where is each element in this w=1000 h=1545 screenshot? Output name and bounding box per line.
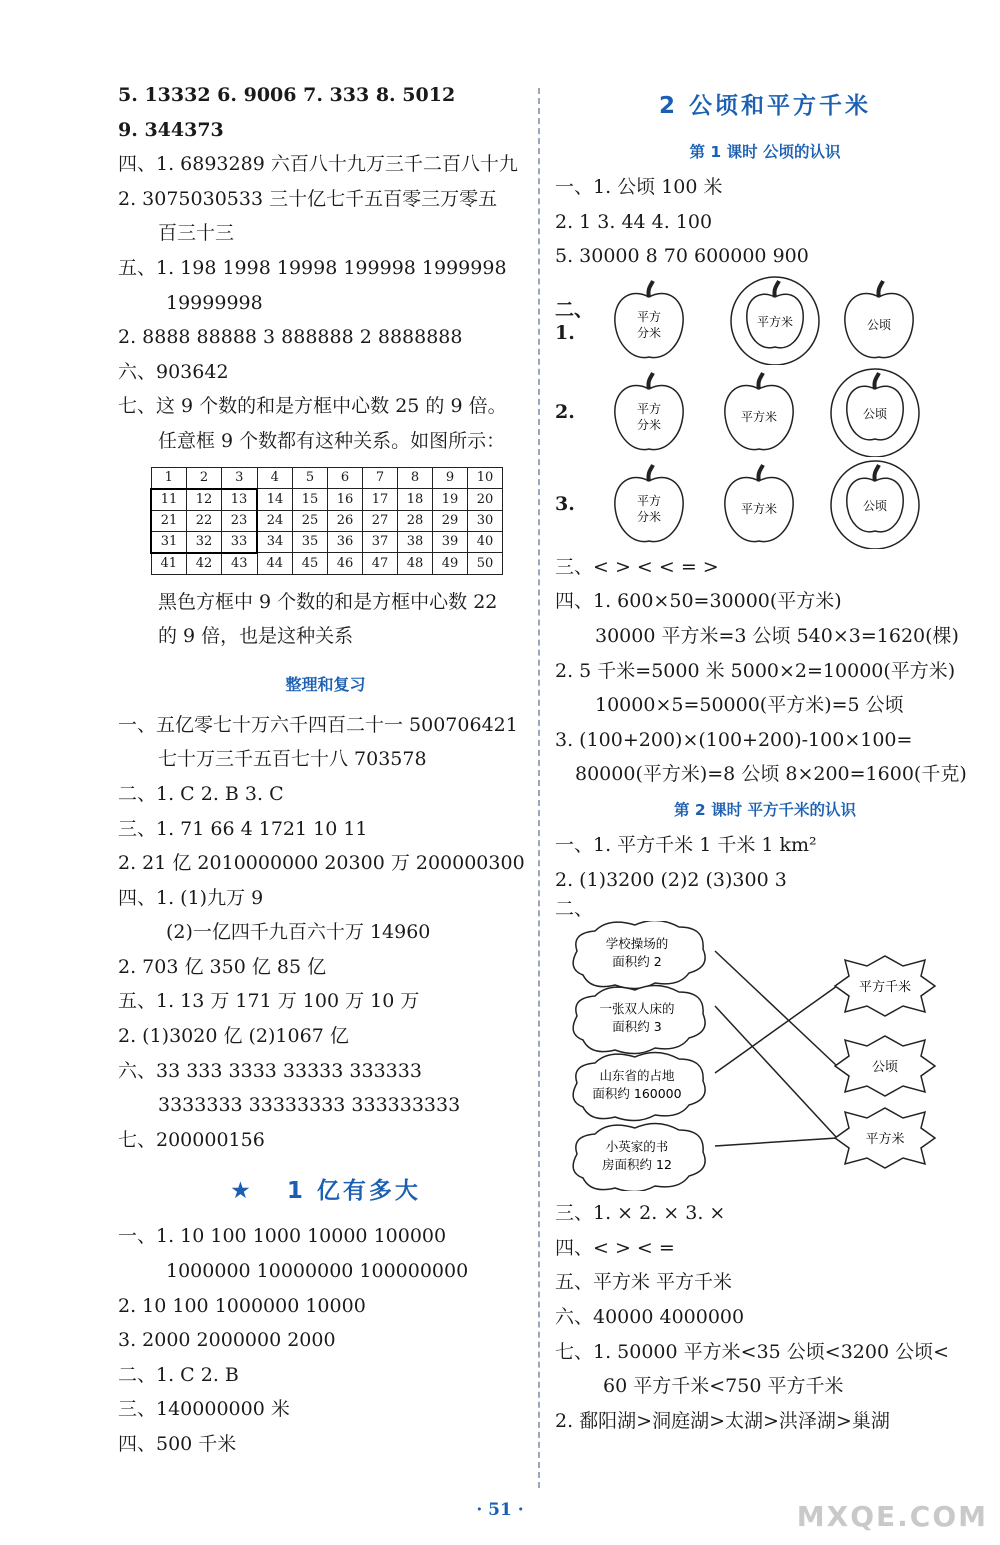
grid-cell: 2: [187, 467, 222, 489]
grid-cell: 40: [468, 531, 503, 553]
grid-cell: 50: [468, 553, 503, 575]
grid-cell: 33: [222, 531, 258, 553]
answer-line: 10000×5=50000(平方米)=5 公顷: [595, 694, 904, 717]
apple-group: [601, 367, 961, 457]
grid-cell: 28: [398, 510, 433, 531]
answer-line: 2. 5 千米=5000 米 5000×2=10000(平方米): [555, 659, 956, 682]
apple-group: [601, 275, 961, 365]
answer-line: 三、1. × 2. × 3. ×: [555, 1202, 726, 1225]
answer-line: 三、140000000 米: [118, 1398, 290, 1421]
answer-line: 六、40000 4000000: [555, 1305, 745, 1328]
grid-cell: 43: [222, 553, 258, 575]
answer-line: 五、平方米 平方千米: [555, 1271, 733, 1294]
match-line: [715, 1138, 837, 1146]
apple-icon-circled: [831, 461, 919, 549]
cloud-text: 房面积约 12: [602, 1157, 672, 1173]
apple-text: 平方米: [740, 409, 778, 424]
answer-line: 2. 10 100 1000000 10000: [118, 1294, 366, 1317]
grid-cell: 16: [328, 489, 363, 511]
answer-line: 五、1. 13 万 171 万 100 万 10 万: [118, 990, 420, 1013]
grid-cell: 22: [187, 510, 222, 531]
answer-line: 一、1. 公顷 100 米: [555, 176, 723, 198]
grid-cell: 25: [293, 510, 328, 531]
apple-row: [555, 366, 975, 458]
answer-line: 一、五亿零七十万六千四百二十一 500706421: [118, 713, 518, 736]
apple-icon: [615, 373, 683, 450]
grid-cell: 18: [398, 489, 433, 511]
apple-row-label: 3.: [555, 492, 575, 515]
grid-cell: 11: [151, 489, 187, 511]
answer-line: 四、1. 600×50=30000(平方米): [555, 590, 842, 613]
answer-line: 七、200000156: [118, 1128, 265, 1151]
lesson1-title: 第 1 课时 公顷的认识: [689, 143, 841, 161]
apple-text: 平方: [636, 493, 662, 508]
grid-cell: 20: [468, 489, 503, 511]
apple-text: 公顷: [862, 406, 888, 421]
answer-line: 四、1. (1)九万 9: [118, 886, 264, 909]
grid-cell: 3: [222, 467, 258, 489]
answer-line: 七、这 9 个数的和是方框中心数 25 的 9 倍。: [118, 395, 507, 418]
answer-line: 六、903642: [118, 360, 229, 383]
review-section-title: 整理和复习: [285, 674, 366, 694]
right-column: [555, 78, 975, 1438]
answer-line: 六、33 333 3333 33333 333333: [118, 1059, 422, 1082]
grid-cell: 12: [187, 489, 222, 511]
answer-line: 的 9 倍，也是这种关系: [158, 625, 354, 648]
answer-line: 2. 鄱阳湖>洞庭湖>太湖>洪泽湖>巢湖: [555, 1409, 890, 1432]
grid-cell: 23: [222, 510, 258, 531]
apple-text: 公顷: [866, 317, 892, 332]
apple-icon: [845, 281, 913, 358]
answer-line: 9. 344373: [118, 118, 224, 141]
answer-line: 2. 8888 88888 3 888888 2 8888888: [118, 326, 463, 349]
grid-cell: 29: [433, 510, 468, 531]
column-divider: [538, 88, 540, 1488]
grid-cell: 44: [257, 553, 293, 575]
grid-cell: 46: [328, 553, 363, 575]
cloud-text: 小英家的书: [605, 1139, 669, 1155]
apple-text: 平方: [636, 309, 662, 324]
grid-cell: 14: [257, 489, 293, 511]
grid-cell: 5: [293, 467, 328, 489]
answer-line: 3. 2000 2000000 2000: [118, 1329, 336, 1352]
grid-cell: 32: [187, 531, 222, 553]
star-shape: [835, 1108, 935, 1168]
star-text: 公顷: [871, 1060, 899, 1076]
apple-icon: [615, 281, 683, 358]
page-number: · 51 ·: [476, 1500, 524, 1520]
apple-row: [555, 274, 975, 366]
grid-cell: 4: [257, 467, 293, 489]
lesson2-title: 第 2 课时 平方千米的认识: [674, 800, 856, 819]
answer-line: 3. (100+200)×(100+200)-100×100=: [555, 728, 913, 751]
answer-line: 七、1. 50000 平方米<35 公顷<3200 公顷<: [555, 1340, 950, 1363]
grid-cell: 34: [257, 531, 293, 553]
answer-line: 80000(平方米)=8 公顷 8×200=1600(千克): [575, 763, 967, 786]
grid-cell: 31: [151, 531, 187, 553]
apple-text: 平方米: [756, 314, 794, 329]
answer-line: 19999998: [166, 291, 263, 314]
matching-diagram: [555, 921, 975, 1191]
cloud-text: 山东省的占地: [599, 1068, 675, 1084]
grid-cell: 10: [468, 467, 503, 489]
grid-cell: 27: [363, 510, 398, 531]
grid-cell: 21: [151, 510, 187, 531]
apple-icon: [615, 465, 683, 542]
grid-cell: 37: [363, 531, 398, 553]
star-shape: [835, 1036, 935, 1096]
answer-line: 二、1. C 2. B 3. C: [118, 782, 284, 805]
grid-cell: 13: [222, 489, 258, 511]
answer-line: 二、1. C 2. B: [118, 1363, 239, 1386]
answer-line: 七十万三千五百七十八 703578: [158, 748, 427, 771]
match-line: [715, 951, 837, 1066]
apple-text: 平方: [636, 401, 662, 416]
number-grid: [150, 467, 503, 575]
yi-section-title-text: 1 亿有多大: [286, 1178, 421, 1205]
answer-line: 三、< > < < = >: [555, 555, 719, 578]
apple-icon-circled: [731, 277, 819, 365]
answer-line: 5. 30000 8 70 600000 900: [555, 245, 809, 268]
answer-line: 30000 平方米=3 公顷 540×3=1620(棵): [595, 624, 959, 647]
apple-text: 平方米: [740, 501, 778, 516]
grid-cell: 30: [468, 510, 503, 531]
apple-text: 分米: [636, 509, 662, 524]
answer-line: 二、: [555, 898, 594, 921]
answer-line: 2. 1 3. 44 4. 100: [555, 210, 713, 233]
star-icon: ★: [230, 1178, 254, 1205]
cloud-text: 面积约 3: [612, 1019, 662, 1035]
answer-line: 2. 21 亿 2010000000 20300 万 200000300: [118, 852, 525, 875]
apple-text: 分米: [636, 325, 662, 340]
answer-line: 任意框 9 个数都有这种关系。如图所示：: [158, 429, 506, 452]
cloud-shape: [573, 986, 705, 1054]
yi-section-title: [118, 1163, 533, 1219]
answer-line: 3333333 33333333 333333333: [158, 1094, 461, 1117]
apple-row-label: 二、1.: [555, 299, 594, 345]
cloud-text: 学校操场的: [605, 936, 669, 952]
answer-line: 四、< > < =: [555, 1236, 675, 1259]
answer-line: 5. 13332 6. 9006 7. 333 8. 5012: [118, 84, 456, 106]
answer-line: 一、1. 10 100 1000 10000 100000: [118, 1225, 447, 1248]
cloud-text: 面积约 2: [612, 954, 662, 970]
apple-text: 公顷: [862, 498, 888, 513]
answer-line: 五、1. 198 1998 19998 199998 1999998: [118, 256, 507, 279]
grid-cell: 9: [433, 467, 468, 489]
apple-icon: [725, 465, 793, 542]
answer-line: 2. (1)3020 亿 (2)1067 亿: [118, 1025, 349, 1048]
grid-cell: 7: [363, 467, 398, 489]
watermark-text: MXQE.COM: [796, 1500, 988, 1533]
match-line: [715, 986, 837, 1073]
grid-cell: 36: [328, 531, 363, 553]
grid-cell: 24: [257, 510, 293, 531]
answer-line: 一、1. 平方千米 1 千米 1 km²: [555, 833, 817, 856]
star-text: 平方千米: [858, 980, 912, 996]
answer-line: 60 平方千米<750 平方千米: [603, 1375, 844, 1398]
grid-cell: 35: [293, 531, 328, 553]
match-line: [715, 1006, 837, 1138]
answer-line: 黑色方框中 9 个数的和是方框中心数 22: [158, 590, 498, 613]
apple-row: [555, 458, 975, 550]
grid-cell: 17: [363, 489, 398, 511]
answer-line: (2)一亿四千九百六十万 14960: [166, 921, 431, 944]
grid-cell: 47: [363, 553, 398, 575]
grid-cell: 15: [293, 489, 328, 511]
star-text: 平方米: [865, 1132, 905, 1148]
answer-line: 2. 703 亿 350 亿 85 亿: [118, 955, 327, 978]
answer-line: 四、1. 6893289 六百八十九万三千二百八十九: [118, 153, 518, 176]
cloud-text: 一张双人床的: [599, 1001, 675, 1017]
grid-cell: 19: [433, 489, 468, 511]
grid-cell: 49: [433, 553, 468, 575]
answer-line: 1000000 10000000 100000000: [166, 1260, 469, 1283]
answer-line: 百三十三: [158, 222, 235, 245]
grid-cell: 42: [187, 553, 222, 575]
answer-line: 2. (1)3200 (2)2 (3)300 3: [555, 868, 787, 891]
grid-cell: 48: [398, 553, 433, 575]
cloud-text: 面积约 160000: [592, 1086, 682, 1102]
grid-cell: 45: [293, 553, 328, 575]
apple-group: [601, 459, 961, 549]
grid-cell: 39: [433, 531, 468, 553]
grid-cell: 26: [328, 510, 363, 531]
star-shape: [835, 956, 935, 1016]
apple-text: 分米: [636, 417, 662, 432]
answer-line: 三、1. 71 66 4 1721 10 11: [118, 817, 368, 840]
grid-cell: 38: [398, 531, 433, 553]
cloud-shape: [573, 1124, 705, 1192]
answer-line: 2. 3075030533 三十亿七千五百零三万零五: [118, 187, 498, 210]
apple-row-label: 2.: [555, 400, 575, 423]
grid-cell: 1: [151, 467, 187, 489]
grid-cell: 6: [328, 467, 363, 489]
cloud-shape: [573, 921, 705, 989]
left-column: [118, 78, 533, 1462]
apple-icon: [725, 373, 793, 450]
cloud-shape: [573, 1053, 705, 1121]
grid-cell: 41: [151, 553, 187, 575]
answer-line: 四、500 千米: [118, 1433, 237, 1455]
unit-title: 2 公顷和平方千米: [658, 93, 871, 119]
apple-icon-circled: [831, 369, 919, 457]
watermark-logo: [797, 1500, 988, 1533]
grid-cell: 8: [398, 467, 433, 489]
